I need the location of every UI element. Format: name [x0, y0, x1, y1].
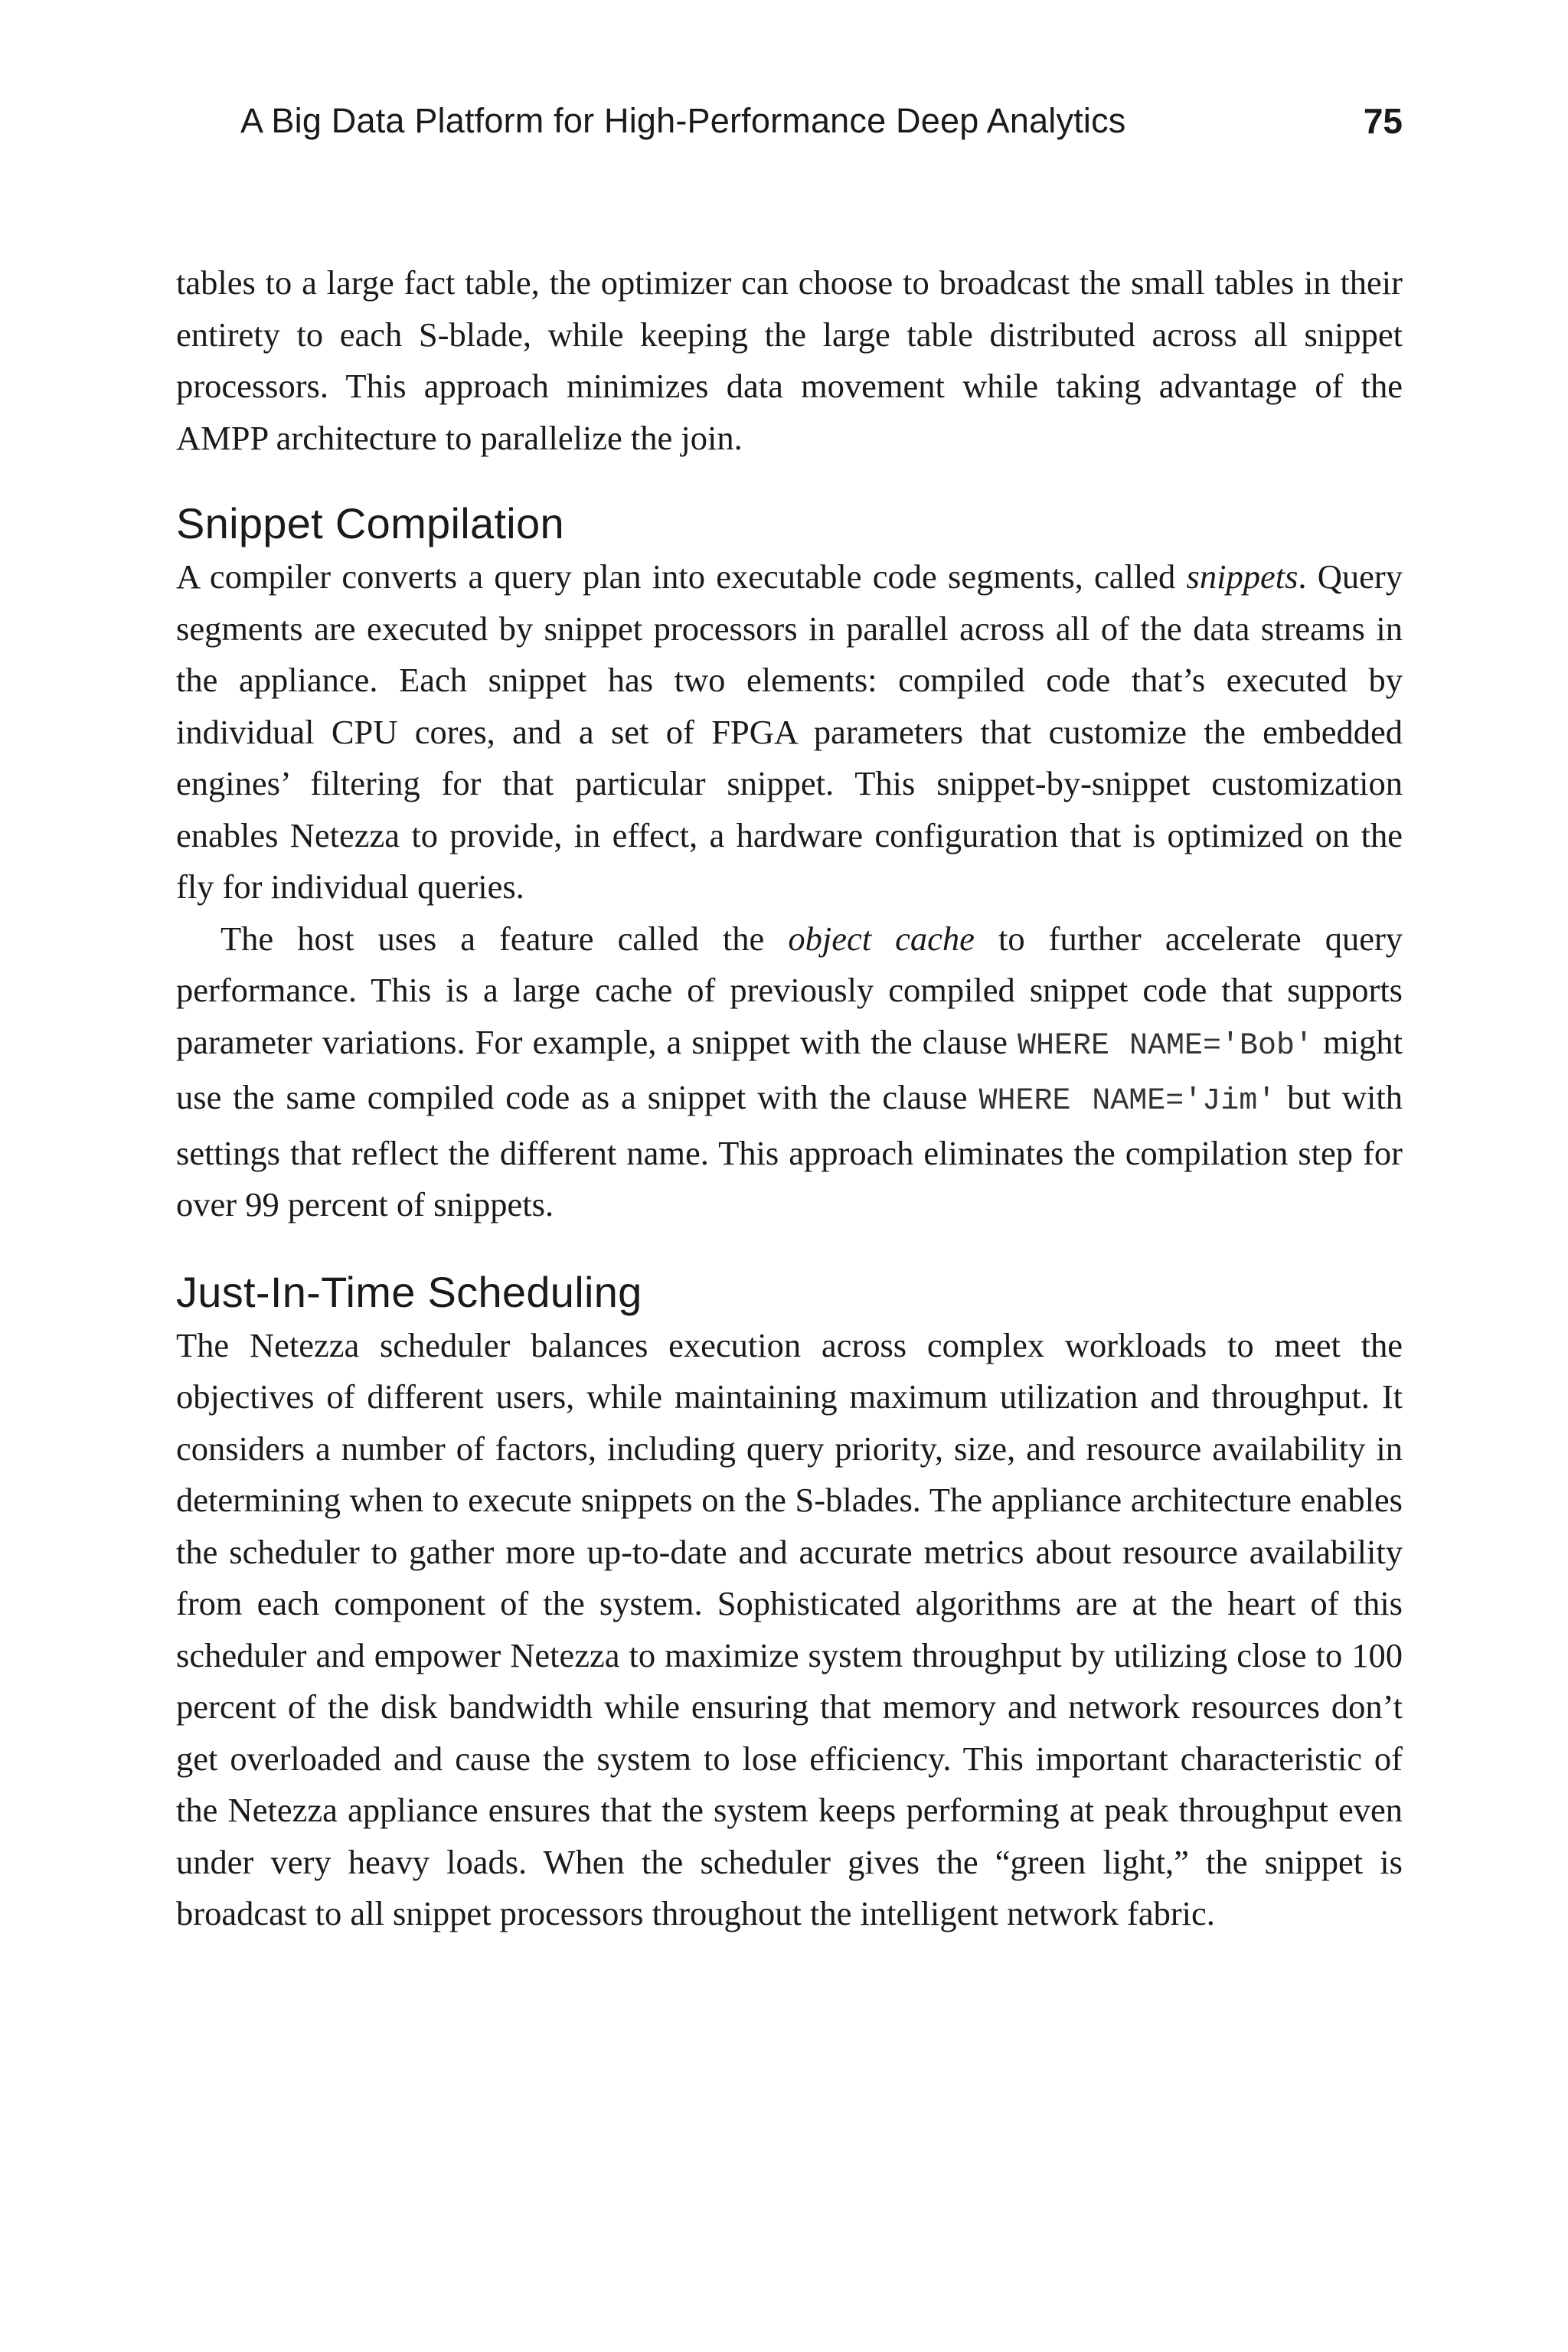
text-run: but with settings that reflect the different name. This approach eliminates the compilation step for over 99 percent of snippets.: [176, 1078, 1403, 1223]
text-run: A compiler converts a query plan into executable code segments, called: [176, 557, 1187, 596]
text-run: to further accelerate query performance. This is a large cache of previously compiled snippet code that supports parameter variations. For example, a snippet with the clause: [176, 919, 1403, 1061]
code-snippet: WHERE NAME='Bob': [1018, 1028, 1314, 1063]
page-number: 75: [1363, 101, 1403, 141]
italic-term: snippets: [1186, 557, 1298, 596]
running-title: A Big Data Platform for High-Performance Deep Analytics: [240, 101, 1126, 140]
intro-paragraph: tables to a large fact table, the optimizer can choose to broadcast the small tables in their entirety to each S-blade, while keeping the large table distributed across all snippet processors. This approach minimizes data movement while taking advantage of the AMPP architecture to parallelize the join.: [176, 263, 1403, 457]
snippet-compilation-paragraph-1: [176, 551, 1403, 913]
section-heading-jit-scheduling: Just-In-Time Scheduling: [176, 1267, 642, 1316]
code-snippet: WHERE NAME='Jim': [978, 1084, 1276, 1119]
snippet-compilation-paragraph-2: [176, 913, 1403, 1231]
jit-scheduling-paragraph: The Netezza scheduler balances execution across complex workloads to meet the objectives of different users, while maintaining maximum utilization and throughput. It considers a number of factors, including query priority, size, and resource availability in determining when to execute snippets on the S-blades. The appliance architecture enables the scheduler to gather more up-to-date and accurate metrics about resource availability from each component of the system. Sophisticated algorithms are at the heart of this scheduler and empower Netezza to maximize system throughput by utilizing close to 100 percent of the disk bandwidth while ensuring that memory and network resources don’t get overloaded and cause the system to lose efficiency. This important characteristic of the Netezza appliance ensures that the system keeps performing at peak throughput even under very heavy loads. When the scheduler gives the “green light,” the snippet is broadcast to all snippet processors throughout the intelligent network fabric.: [176, 1325, 1403, 1932]
italic-term: object cache: [788, 919, 975, 958]
section-heading-snippet-compilation: Snippet Compilation: [176, 499, 564, 547]
text-run: . Query segments are executed by snippet processors in parallel across all of the data streams in the appliance. Each snippet has two elements: compiled code that’s executed by individual CPU cores, and a set of FPGA parameters that customize the embedded engines’ filtering for that particular snippet. This snippet-by-snippet customization enables Netezza to provide, in effect, a hardware configuration that is optimized on the fly for individual queries.: [176, 557, 1403, 906]
text-run: The host uses a feature called the: [220, 919, 789, 958]
running-head: [240, 96, 1403, 145]
text-run: might use the same compiled code as a snippet with the clause: [176, 1022, 1403, 1116]
body-text: [176, 257, 1403, 1940]
